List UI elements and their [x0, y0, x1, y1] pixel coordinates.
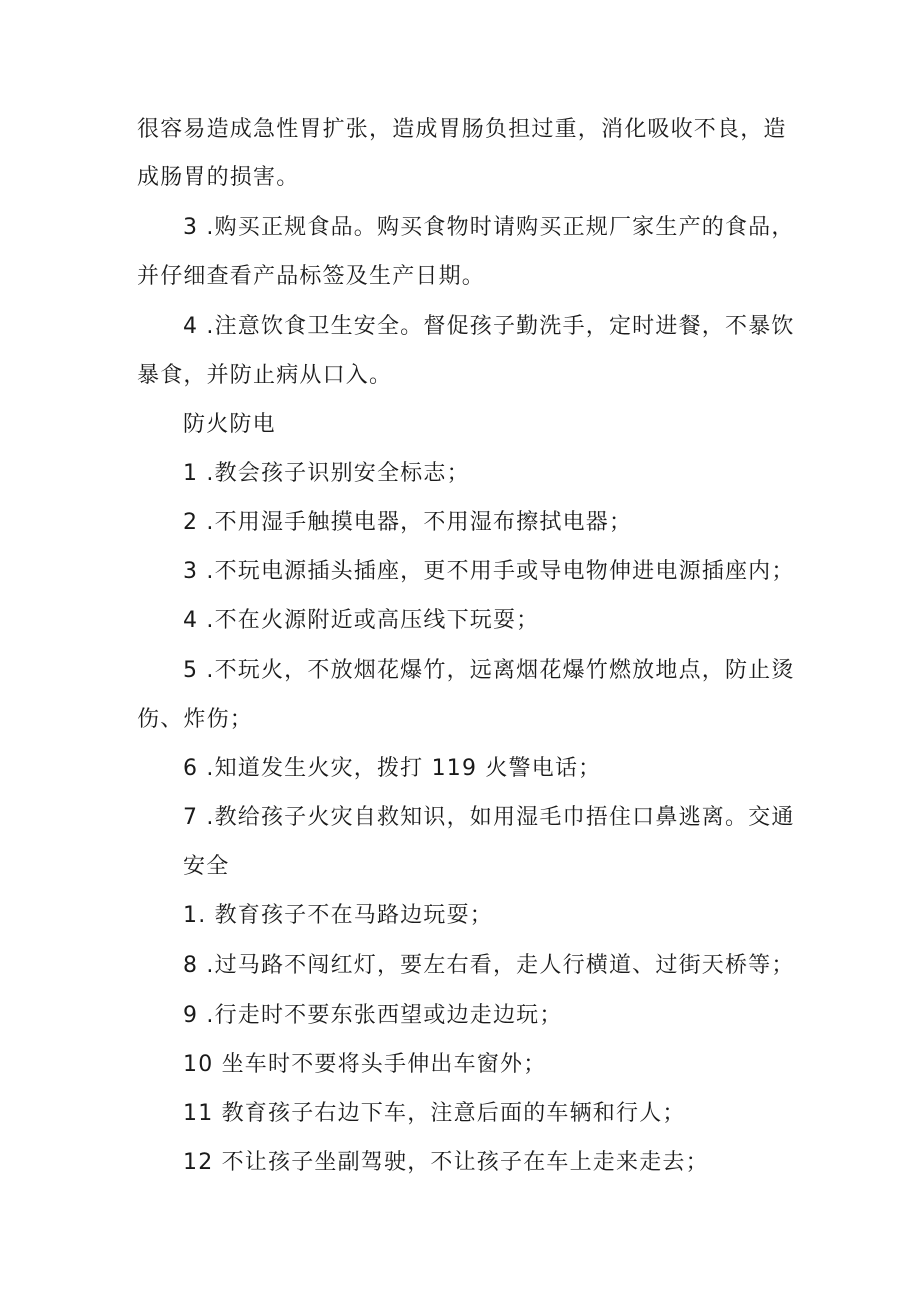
text-line-9: 2 .不用湿手触摸电器，不用湿布擦拭电器；	[183, 510, 633, 535]
text-line-17: 1. 教育孩子不在马路边玩耍；	[183, 903, 493, 928]
text-line-20: 10 坐车时不要将头手伸出车窗外；	[183, 1052, 547, 1077]
section-heading-traffic: 安全	[183, 854, 230, 879]
text-line-1: 很容易造成急性胃扩张，造成胃肠负担过重，消化吸收不良，造	[137, 117, 787, 142]
text-line-11: 4 .不在火源附近或高压线下玩耍；	[183, 608, 540, 633]
text-line-21: 11 教育孩子右边下车，注意后面的车辆和行人；	[183, 1101, 686, 1126]
text-line-18: 8 .过马路不闯红灯，要左右看，走人行横道、过街天桥等；	[183, 953, 795, 978]
text-line-5: 4 .注意饮食卫生安全。督促孩子勤洗手，定时进餐，不暴饮	[183, 314, 795, 339]
text-line-13: 伤、炸伤；	[137, 707, 254, 732]
text-line-15: 7 .教给孩子火灾自救知识，如用湿毛巾捂住口鼻逃离。交通	[183, 805, 795, 830]
text-line-4: 并仔细查看产品标签及生产日期。	[137, 264, 486, 289]
text-line-19: 9 .行走时不要东张西望或边走边玩；	[183, 1003, 563, 1028]
section-heading-fire-electric: 防火防电	[183, 412, 276, 437]
text-line-6: 暴食，并防止病从口入。	[137, 363, 393, 388]
text-line-3: 3 .购买正规食品。购买食物时请购买正规厂家生产的食品，	[183, 215, 795, 240]
text-line-12: 5 .不玩火，不放烟花爆竹，远离烟花爆竹燃放地点，防止烫	[183, 658, 795, 683]
text-line-10: 3 .不玩电源插头插座，更不用手或导电物伸进电源插座内；	[183, 559, 795, 584]
text-line-2: 成肠胃的损害。	[137, 165, 300, 190]
text-line-8: 1 .教会孩子识别安全标志；	[183, 461, 470, 486]
text-line-14: 6 .知道发生火灾，拨打 119 火警电话；	[183, 756, 602, 781]
text-line-22: 12 不让孩子坐副驾驶，不让孩子在车上走来走去；	[183, 1150, 709, 1175]
